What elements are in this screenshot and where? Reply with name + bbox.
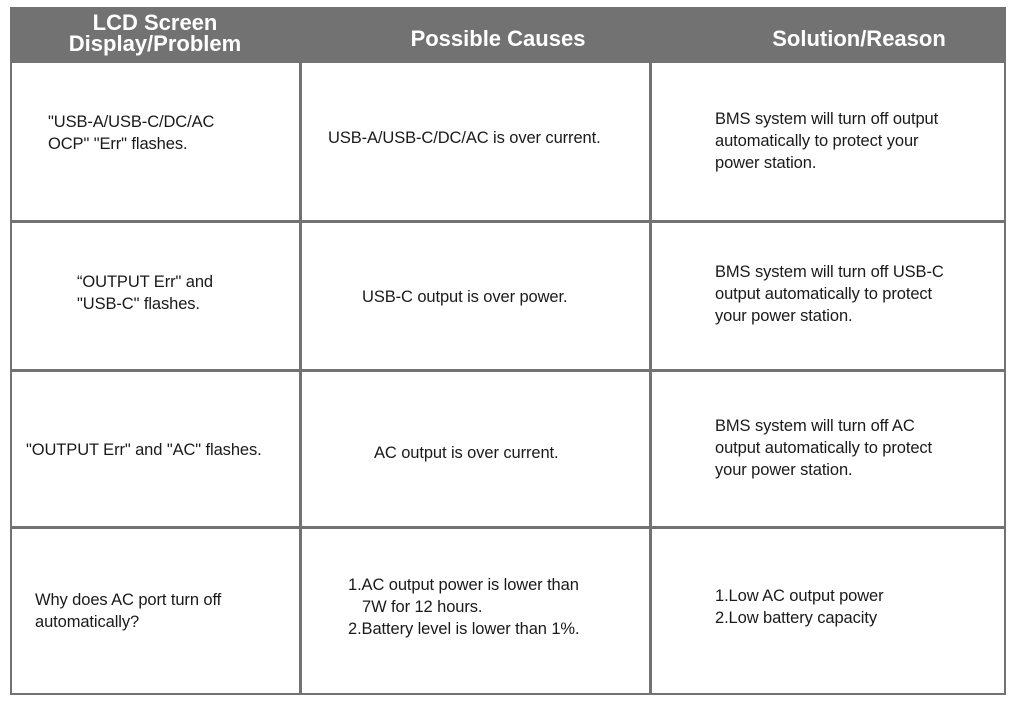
row1-solution-line3: power station. bbox=[715, 154, 817, 172]
row2-solution-cell bbox=[652, 223, 1004, 369]
row4-problem-cell bbox=[12, 529, 299, 693]
header-solution-reason: Solution/Reason bbox=[772, 25, 946, 51]
header-lcd-line1: LCD Screen bbox=[92, 10, 218, 35]
row1-solution-cell bbox=[652, 63, 1004, 220]
row2-cause-cell bbox=[302, 223, 649, 369]
row2-solution-line3: your power station. bbox=[715, 307, 853, 325]
row1-problem-line2: OCP" "Err" flashes. bbox=[48, 135, 188, 153]
row2-solution-line2: output automatically to protect bbox=[715, 285, 933, 303]
row2-cause-line1: USB-C output is over power. bbox=[362, 288, 568, 306]
row3-problem-cell bbox=[12, 372, 299, 526]
row1-problem-cell bbox=[12, 63, 299, 220]
row3-problem-line1: "OUTPUT Err" and "AC" flashes. bbox=[26, 441, 262, 459]
row1-solution-line2: automatically to protect your bbox=[715, 132, 919, 150]
row4-solution-line2: 2.Low battery capacity bbox=[715, 609, 877, 627]
row3-cause-line1: AC output is over current. bbox=[374, 444, 559, 462]
row2-problem-cell bbox=[12, 223, 299, 369]
row4-problem-line2: automatically? bbox=[35, 613, 140, 631]
row1-problem-line1: "USB-A/USB-C/DC/AC bbox=[48, 113, 215, 131]
row4-cause-line1: 1.AC output power is lower than bbox=[348, 576, 579, 594]
header-lcd-line2: Display/Problem bbox=[68, 31, 242, 56]
row2-problem-line2: "USB-C" flashes. bbox=[77, 295, 200, 313]
row1-cause-cell bbox=[302, 63, 649, 220]
row1-cause-line1: USB-A/USB-C/DC/AC is over current. bbox=[328, 129, 601, 147]
row4-cause-line3: 2.Battery level is lower than 1%. bbox=[348, 620, 580, 638]
row4-solution-cell bbox=[652, 529, 1004, 693]
row4-problem-line1: Why does AC port turn off bbox=[35, 591, 222, 609]
row3-solution-cell bbox=[652, 372, 1004, 526]
row3-solution-line3: your power station. bbox=[715, 461, 853, 479]
row3-solution-line2: output automatically to protect bbox=[715, 439, 933, 457]
row4-cause-line2: 7W for 12 hours. bbox=[362, 598, 483, 616]
row4-cause-cell bbox=[302, 529, 649, 693]
header-lcd-screen bbox=[10, 9, 300, 57]
row2-solution-line1: BMS system will turn off USB-C bbox=[715, 263, 944, 281]
row2-problem-line1: “OUTPUT Err" and bbox=[77, 273, 213, 291]
row3-cause-cell bbox=[302, 372, 649, 526]
troubleshooting-table bbox=[10, 7, 1006, 695]
row1-solution-line1: BMS system will turn off output bbox=[715, 110, 939, 128]
row3-solution-line1: BMS system will turn off AC bbox=[715, 417, 915, 435]
row4-solution-line1: 1.Low AC output power bbox=[715, 587, 884, 605]
header-possible-causes: Possible Causes bbox=[410, 25, 586, 51]
